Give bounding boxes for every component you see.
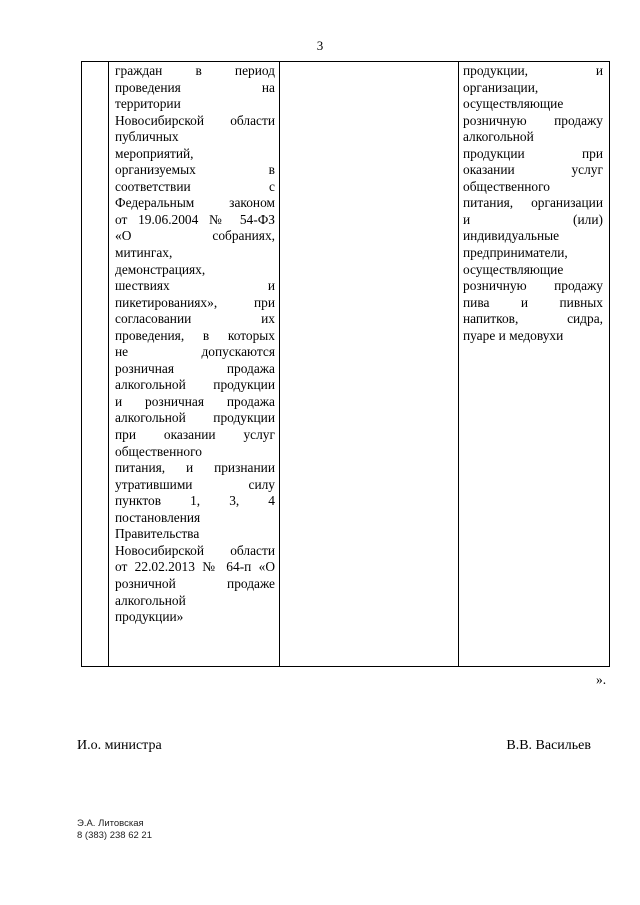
description-line: пикетированиях», при <box>115 294 275 310</box>
description-line: организуемых в <box>115 162 275 178</box>
description-line: общественного <box>115 443 202 459</box>
executor-block <box>77 818 152 842</box>
description-line: «О собраниях, <box>115 228 275 244</box>
description-line: соответствии с <box>115 178 275 194</box>
description-line: проведения на <box>115 79 275 95</box>
subjects-line: и (или) <box>463 211 603 227</box>
description-line: утратившими силу <box>115 476 275 492</box>
subjects-line: осуществляющие <box>463 261 564 277</box>
description-line: от 19.06.2004 № 54-ФЗ <box>115 211 275 227</box>
description-line: пунктов 1, 3, 4 <box>115 493 275 509</box>
description-line: Новосибирской области <box>115 112 275 128</box>
table-cell-subjects <box>459 62 610 667</box>
description-line: при оказании услуг <box>115 427 275 443</box>
closing-quote: ». <box>596 672 607 687</box>
description-line: розничная продажа <box>115 360 275 376</box>
description-line: Федеральным законом <box>115 195 275 211</box>
description-line: публичных <box>115 129 179 145</box>
subjects-line: организации, <box>463 79 539 95</box>
subjects-line: оказании услуг <box>463 162 603 178</box>
signature-block <box>77 738 591 754</box>
description-line: проведения, в которых <box>115 327 275 343</box>
description-line: постановления <box>115 509 201 525</box>
description-line: алкогольной <box>115 592 186 608</box>
description-line: от 22.02.2013 № 64-п «О <box>115 559 275 575</box>
description-line: продукции» <box>115 609 184 625</box>
description-line: питания, и признании <box>115 460 275 476</box>
signatory-position: И.о. министра <box>77 738 162 753</box>
signatory-name: В.В. Васильев <box>506 738 591 753</box>
description-line: шествиях и <box>115 278 275 294</box>
subjects-line: алкогольной <box>463 129 534 145</box>
executor-phone: 8 (383) 238 62 21 <box>77 830 153 841</box>
subjects-line: индивидуальные <box>463 228 560 244</box>
subjects-line: продукции, и <box>463 63 603 78</box>
page-number: 3 <box>316 38 324 53</box>
regulation-table <box>81 61 610 667</box>
table-cell-description <box>109 62 280 667</box>
subjects-line: розничную продажу <box>463 278 603 294</box>
subjects-line: розничную продажу <box>463 112 603 128</box>
subjects-line: пива и пивных <box>463 294 603 310</box>
description-line: согласовании их <box>115 311 275 327</box>
description-line: мероприятий, <box>115 145 194 161</box>
subjects-line: осуществляющие <box>463 96 564 112</box>
description-line: митингах, <box>115 245 173 261</box>
subjects-line: питания, организации <box>463 195 603 211</box>
description-line: демонстрациях, <box>115 261 206 277</box>
subjects-line: пуаре и медовухи <box>463 327 564 343</box>
description-line: граждан в период <box>115 63 275 78</box>
subjects-line: напитков, сидра, <box>463 311 603 327</box>
description-line: алкогольной продукции <box>115 410 275 426</box>
description-line: алкогольной продукции <box>115 377 275 393</box>
table-cell-number <box>82 62 109 667</box>
executor-name: Э.А. Литовская <box>77 818 144 829</box>
description-line: не допускаются <box>115 344 275 360</box>
table-cell-empty <box>280 62 459 667</box>
description-line: розничной продаже <box>115 575 275 591</box>
description-line: и розничная продажа <box>115 393 275 409</box>
subjects-line: общественного <box>463 178 550 194</box>
description-line: Правительства <box>115 526 200 542</box>
table-row <box>82 62 610 667</box>
description-line: территории <box>115 96 181 112</box>
subjects-line: продукции при <box>463 145 603 161</box>
subjects-line: предприниматели, <box>463 245 568 261</box>
description-line: Новосибирской области <box>115 542 275 558</box>
